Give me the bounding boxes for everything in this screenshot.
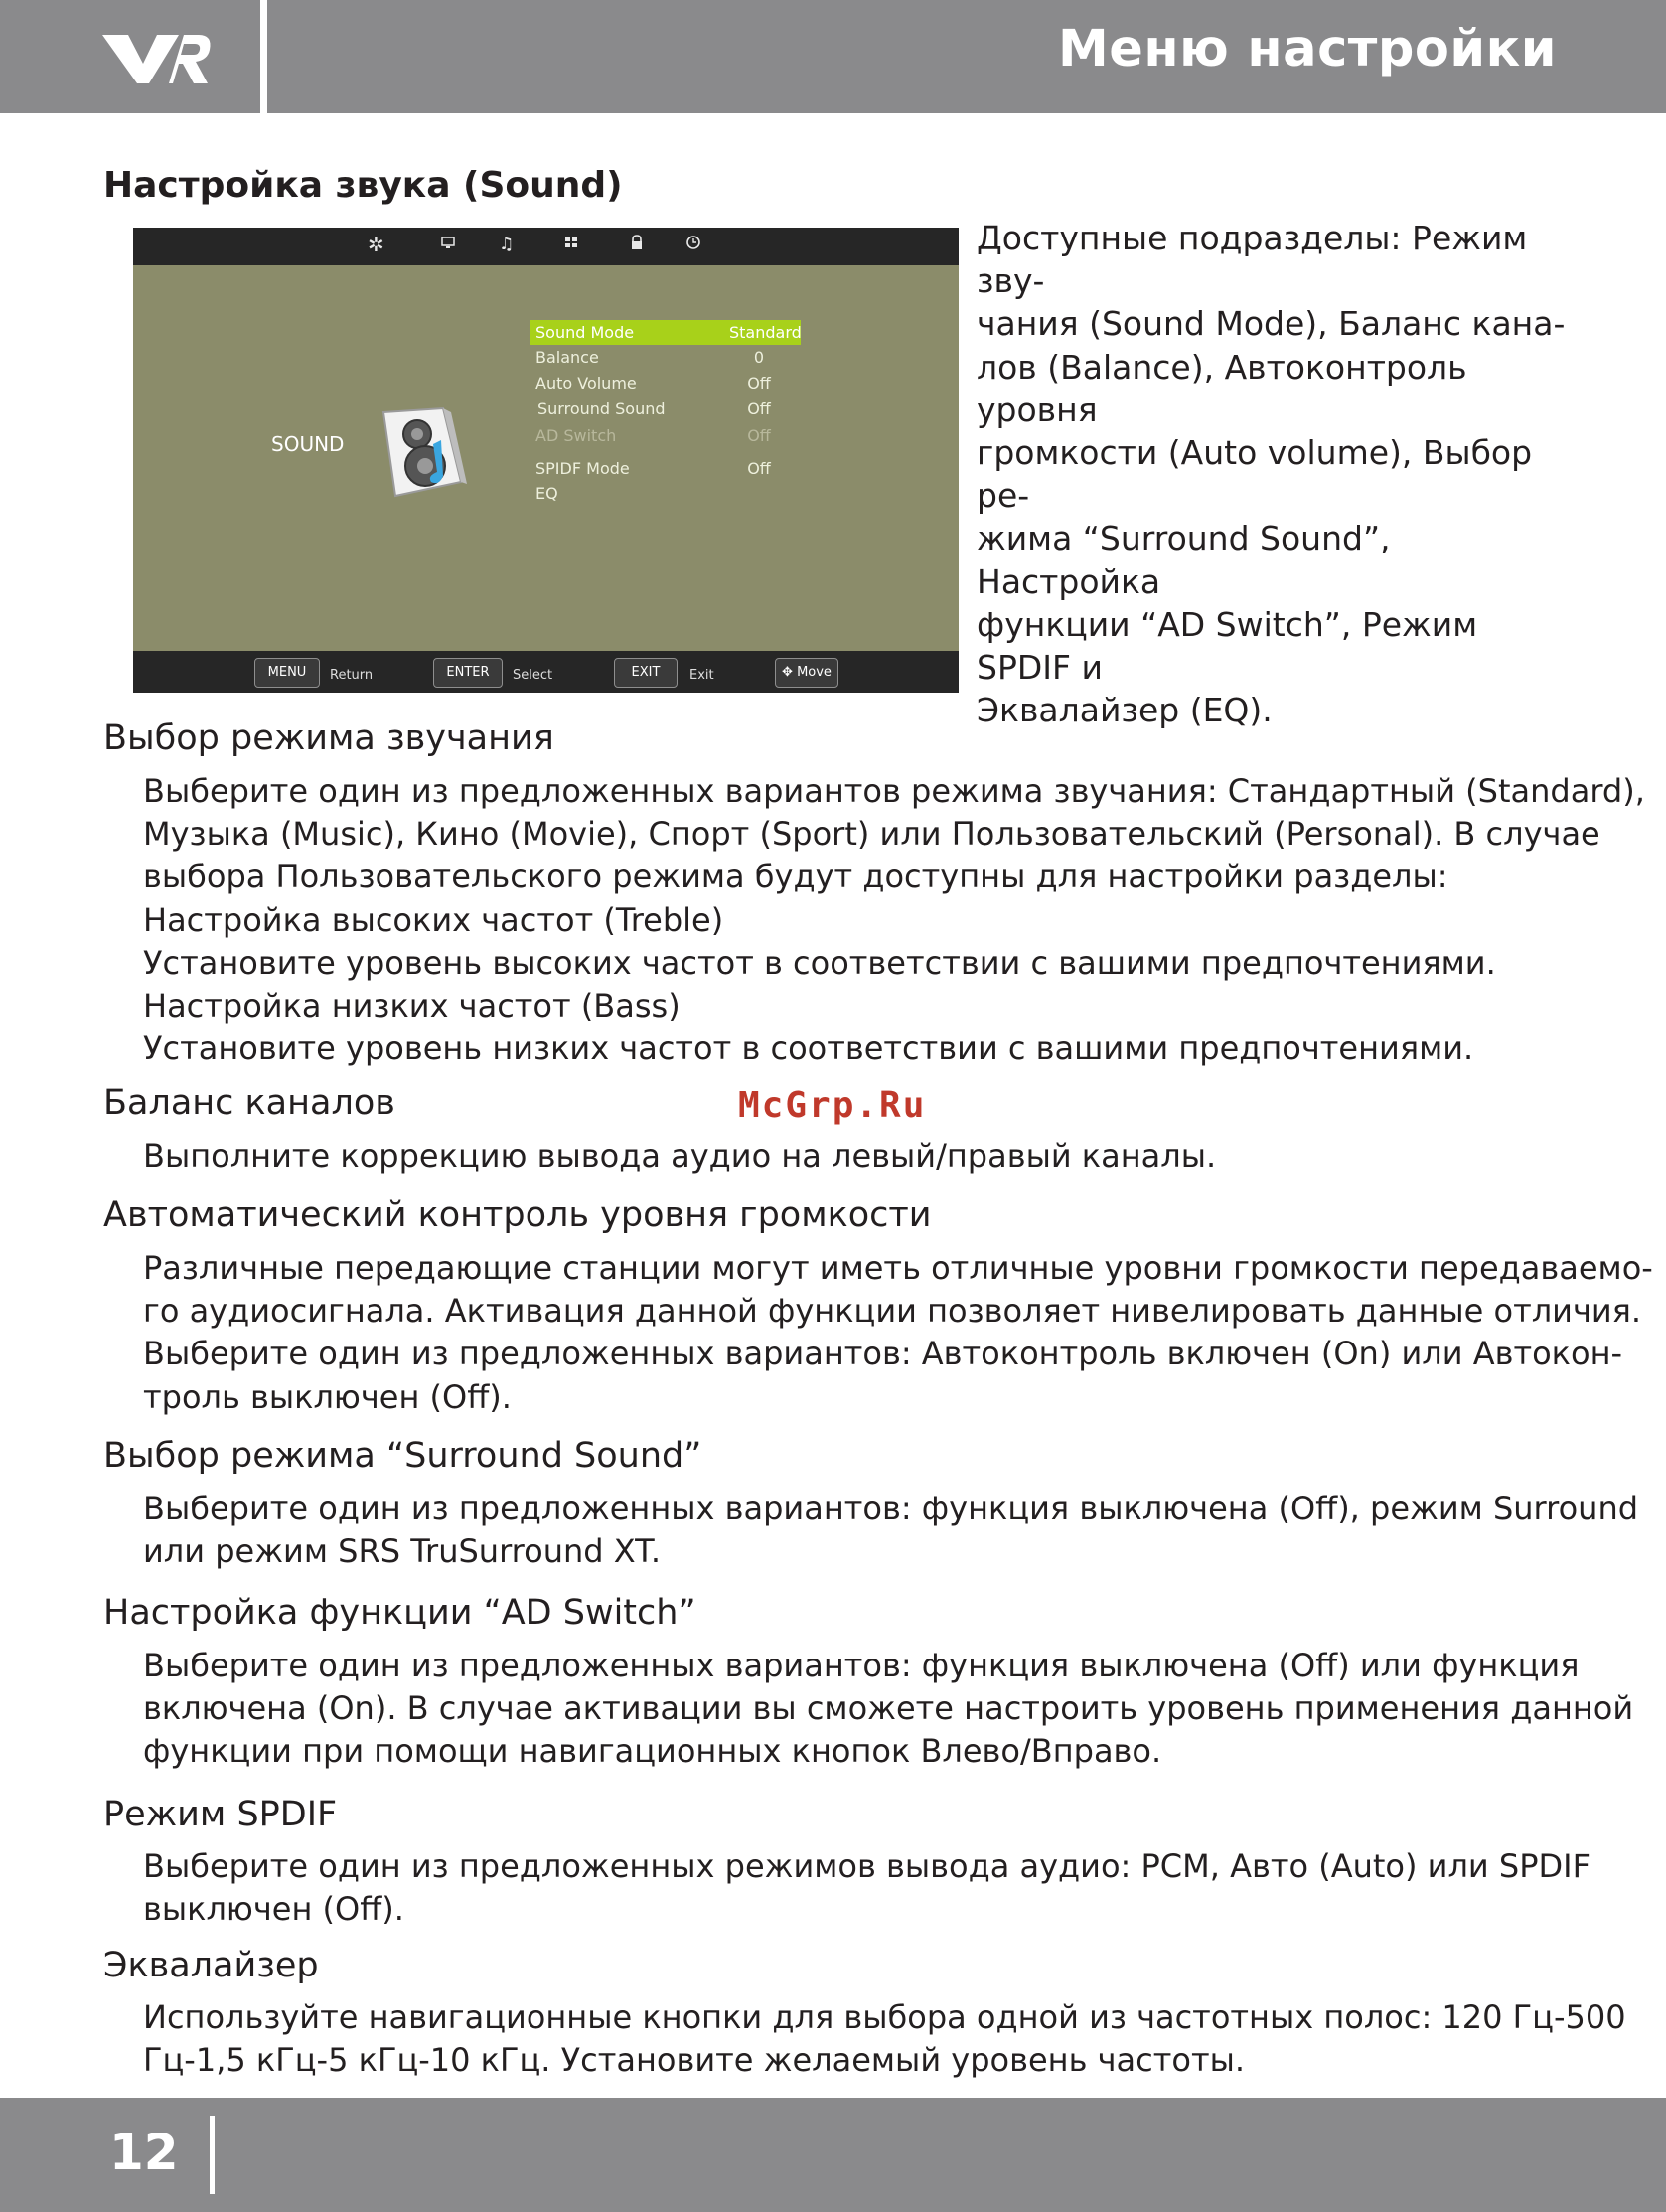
text-line: Установите уровень высоких частот в соответствии с вашими предпочтениями. xyxy=(143,943,1496,982)
menu-row-value: 0 xyxy=(753,348,765,367)
text-line: Установите уровень низких частот в соответствии с вашими предпочтениями. xyxy=(143,1029,1474,1068)
menu-row-label: EQ xyxy=(535,484,558,503)
watermark: McGrp.Ru xyxy=(738,1085,927,1126)
menu-row-auto-volume[interactable] xyxy=(530,371,801,395)
menu-row-label: Sound Mode xyxy=(535,323,635,342)
menu-key-action: Return xyxy=(330,668,374,683)
menu-row-ad-switch xyxy=(530,423,801,448)
subheading-balance: Баланс каналов xyxy=(103,1083,395,1123)
header-divider xyxy=(260,0,267,113)
menu-row-value: Off xyxy=(747,426,771,445)
text-line: го аудиосигнала. Активация данной функции позволяет нивелировать данные отличия. xyxy=(143,1292,1642,1331)
monitor-icon xyxy=(441,235,455,254)
text-line: включена (On). В случае активации вы сможете настроить уровень применения данной xyxy=(143,1689,1634,1728)
intro-line: функции “AD Switch”, Режим SPDIF и xyxy=(977,604,1478,688)
text-line: Выберите один из предложенных вариантов: функция выключена (Off) или функция xyxy=(143,1647,1580,1684)
gear-icon: ✲ xyxy=(368,233,384,256)
enter-key-button[interactable]: ENTER xyxy=(433,658,503,688)
menu-key-button[interactable]: MENU xyxy=(254,658,320,688)
intro-line: Эквалайзер (EQ). xyxy=(977,691,1273,730)
text-line: троль выключен (Off). xyxy=(143,1377,512,1416)
text-line: Выберите один из предложенных режимов вывода аудио: PCM, Авто (Auto) или SPDIF xyxy=(143,1847,1590,1885)
menu-row-eq[interactable] xyxy=(530,481,801,506)
vr-logo xyxy=(0,0,253,113)
menu-row-spdif-mode[interactable] xyxy=(530,456,801,481)
menu-row-balance[interactable] xyxy=(530,345,801,370)
menu-row-value: Off xyxy=(747,374,771,393)
paragraph-ad-switch xyxy=(143,1645,1634,1774)
subheading-equalizer: Эквалайзер xyxy=(103,1946,319,1985)
intro-line: жима “Surround Sound”, Настройка xyxy=(977,519,1391,601)
intro-paragraph xyxy=(977,217,1573,731)
text-line: Гц-1,5 кГц-5 кГц-10 кГц. Установите желаемый уровень частоты. xyxy=(143,2041,1246,2080)
menu-row-label: Auto Volume xyxy=(535,374,637,393)
tv-menu-section-label: SOUND xyxy=(271,432,345,456)
tv-menu-tab-bar xyxy=(133,228,959,265)
intro-line: громкости (Auto volume), Выбор ре- xyxy=(977,433,1533,516)
menu-row-label: Surround Sound xyxy=(537,399,666,418)
intro-line: Доступные подразделы: Режим зву- xyxy=(977,219,1528,301)
text-line: Выберите один из предложенных вариантов: функция выключена (Off), режим Surround xyxy=(143,1490,1639,1527)
text-line: выключен (Off). xyxy=(143,1890,404,1929)
lock-icon xyxy=(630,235,644,255)
menu-row-surround-sound[interactable] xyxy=(530,396,801,421)
paragraph-spdif xyxy=(143,1845,1590,1931)
intro-line: чания (Sound Mode), Баланс кана- xyxy=(977,304,1566,344)
exit-key-action: Exit xyxy=(689,668,714,683)
subheading-ad-switch: Настройка функции “AD Switch” xyxy=(103,1593,696,1633)
speaker-icon xyxy=(366,404,469,500)
move-key-button[interactable]: ✥ Move xyxy=(775,658,838,688)
paragraph-equalizer xyxy=(143,1996,1626,2082)
text-line: Музыка (Music), Кино (Movie), Спорт (Sport) или Пользовательский (Personal). В случае xyxy=(143,815,1600,854)
menu-row-value: Standard xyxy=(729,323,802,342)
footer-divider xyxy=(210,2116,215,2194)
paragraph-sound-mode xyxy=(143,770,1645,1070)
subheading-surround-sound: Выбор режима “Surround Sound” xyxy=(103,1436,702,1476)
text-line: выбора Пользовательского режима будут доступны для настройки разделы: xyxy=(143,858,1448,896)
subheading-spdif: Режим SPDIF xyxy=(103,1795,338,1834)
menu-row-sound-mode[interactable] xyxy=(530,320,801,345)
subheading-sound-mode: Выбор режима звучания xyxy=(103,718,554,758)
text-line: или режим SRS TruSurround XT. xyxy=(143,1532,662,1571)
page-number: 12 xyxy=(109,2124,179,2181)
paragraph-auto-volume xyxy=(143,1247,1653,1419)
tv-sound-menu-screenshot xyxy=(133,228,959,693)
text-line: функции при помощи навигационных кнопок Влево/Вправо. xyxy=(143,1732,1162,1771)
page-header xyxy=(0,0,1666,113)
text-line: Настройка низких частот (Bass) xyxy=(143,987,681,1026)
music-note-icon: ♫ xyxy=(499,235,515,254)
clock-icon xyxy=(685,235,701,255)
text-line: Выберите один из предложенных вариантов: Автоконтроль включен (On) или Автокон- xyxy=(143,1335,1623,1373)
grid-icon xyxy=(564,235,578,254)
exit-key-button[interactable]: EXIT xyxy=(614,658,678,688)
section-title: Настройка звука (Sound) xyxy=(103,165,623,206)
text-line: Настройка высоких частот (Treble) xyxy=(143,900,724,939)
menu-row-label: Balance xyxy=(535,348,599,367)
enter-key-action: Select xyxy=(513,668,553,683)
menu-row-label: AD Switch xyxy=(535,426,617,445)
paragraph-balance xyxy=(143,1135,1554,1178)
paragraph-surround-sound xyxy=(143,1488,1639,1573)
intro-line: лов (Balance), Автоконтроль уровня xyxy=(977,347,1467,429)
menu-row-value: Off xyxy=(747,399,771,418)
menu-row-label: SPIDF Mode xyxy=(535,459,630,478)
text-line: Различные передающие станции могут иметь отличные уровни громкости передаваемо- xyxy=(143,1249,1653,1287)
text-line: Используйте навигационные кнопки для выбора одной из частотных полос: 120 Гц-500 xyxy=(143,1998,1626,2036)
page-title: Меню настройки xyxy=(1058,20,1557,79)
text-line: Выберите один из предложенных вариантов режима звучания: Стандартный (Standard), xyxy=(143,772,1645,810)
page-footer xyxy=(0,2098,1666,2212)
subheading-auto-volume: Автоматический контроль уровня громкости xyxy=(103,1195,932,1235)
menu-row-value: Off xyxy=(747,459,771,478)
text-line: Выполните коррекцию вывода аудио на левый/правый каналы. xyxy=(143,1137,1217,1175)
